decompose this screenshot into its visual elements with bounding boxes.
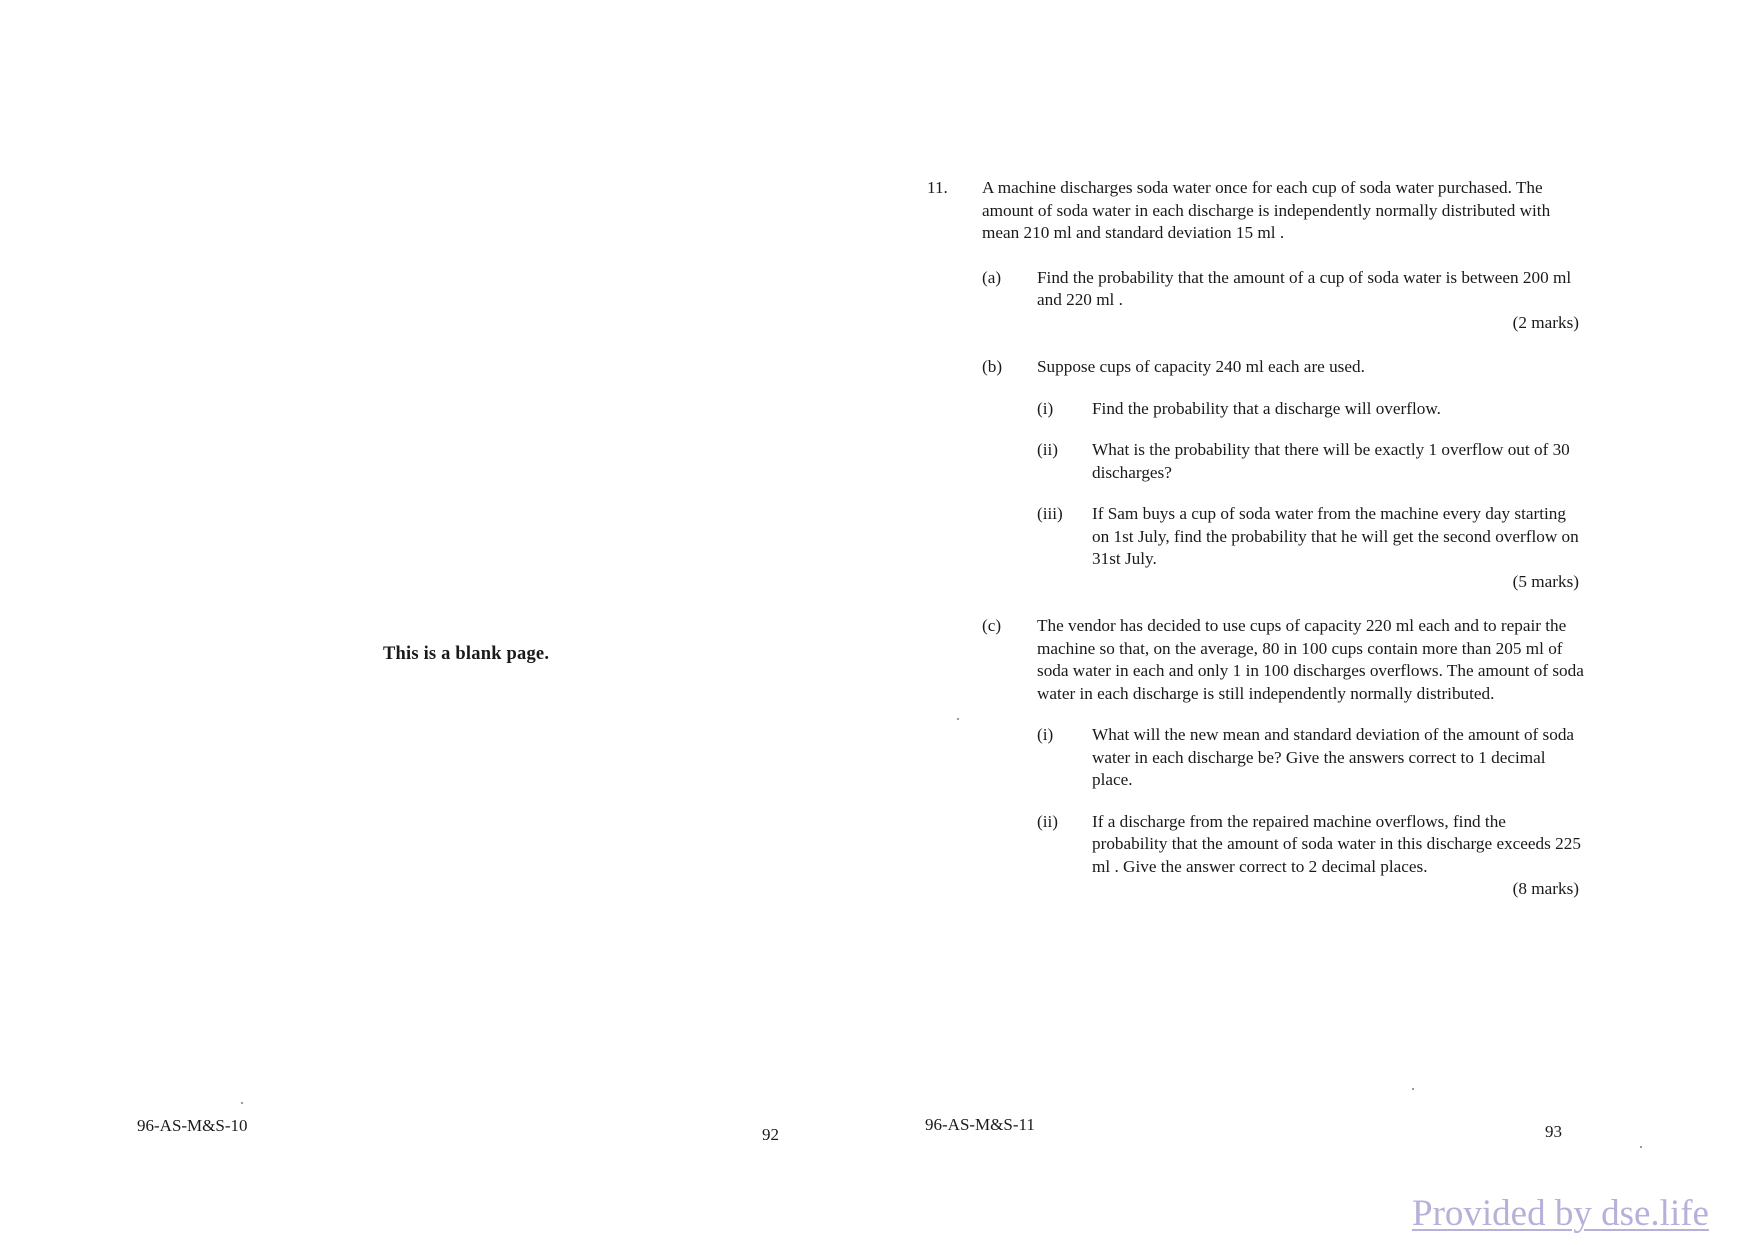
scan-speck — [1640, 1146, 1642, 1148]
part-a — [982, 267, 1585, 312]
part-b-sub-iii — [1037, 503, 1585, 571]
part-a-text: Find the probability that the amount of a cup of soda water is between 200 ml and 220 ml . — [1037, 267, 1572, 309]
left-footer-code: 96-AS-M&S-10 — [137, 1116, 248, 1135]
part-b-sub-ii-text: What is the probability that there will be exactly 1 overflow out of 30 discharges? — [1092, 440, 1570, 482]
watermark-link[interactable]: Provided by dse.life — [1412, 1193, 1709, 1234]
left-page-number: 92 — [762, 1125, 779, 1144]
scan-speck — [241, 1102, 243, 1104]
part-c-sub-i-text: What will the new mean and standard deviation of the amount of soda water in each discharge be? Give the answers correct to 1 decimal place. — [1092, 725, 1575, 789]
part-c-text: The vendor has decided to use cups of capacity 220 ml each and to repair the machine so that, on the average, 80 in 100 cups contain more than 205 ml of soda water in each and only 1 in 100 discharges overflows. The amount of soda water in each discharge is still independently normally distributed. — [1037, 616, 1584, 703]
part-c — [982, 615, 1585, 705]
question-stem: A machine discharges soda water once for each cup of soda water purchased. The amount of soda water in each discharge is independently normally distributed with mean 210 ml and standard deviation 15 ml . — [982, 178, 1551, 242]
part-b-sub-ii — [1037, 439, 1585, 484]
scan-speck — [957, 718, 959, 720]
part-b-sub-ii-label: (ii) — [1037, 440, 1058, 459]
part-b-marks: (5 marks) — [1512, 571, 1579, 591]
part-b-sub-i — [1037, 398, 1585, 421]
right-footer-code: 96-AS-M&S-11 — [925, 1115, 1035, 1134]
part-b — [982, 356, 1585, 379]
part-b-sub-i-text: Find the probability that a discharge will overflow. — [1092, 398, 1441, 418]
question-number: 11. — [927, 178, 948, 197]
part-c-marks: (8 marks) — [1512, 879, 1579, 898]
scan-speck — [1412, 1088, 1414, 1090]
part-c-sub-i — [1037, 724, 1585, 792]
part-b-label: (b) — [982, 357, 1003, 376]
part-c-sub-ii — [1037, 811, 1585, 879]
part-c-sub-ii-label: (ii) — [1037, 811, 1058, 831]
question-stem-row — [927, 177, 1585, 245]
part-c-label: (c) — [982, 616, 1002, 635]
part-c-sub-i-label: (i) — [1037, 725, 1054, 744]
part-b-text: Suppose cups of capacity 240 ml each are used. — [1037, 357, 1365, 376]
right-page-number: 93 — [1545, 1122, 1562, 1141]
part-b-sub-iii-label: (iii) — [1037, 504, 1063, 523]
part-b-sub-i-label: (i) — [1037, 398, 1054, 418]
blank-page-note: This is a blank page. — [383, 644, 550, 664]
part-c-sub-ii-text: If a discharge from the repaired machine overflows, find the probability that the amount of soda water in this discharge exceeds 225 ml . Give the answer correct to 2 decimal places. — [1092, 811, 1581, 876]
part-a-marks: (2 marks) — [1512, 312, 1579, 332]
question-11 — [927, 177, 1585, 901]
part-a-label: (a) — [982, 267, 1002, 287]
part-b-sub-iii-text: If Sam buys a cup of soda water from the machine every day starting on 1st July, find the probability that he will get the second overflow on 31st July. — [1092, 504, 1579, 568]
